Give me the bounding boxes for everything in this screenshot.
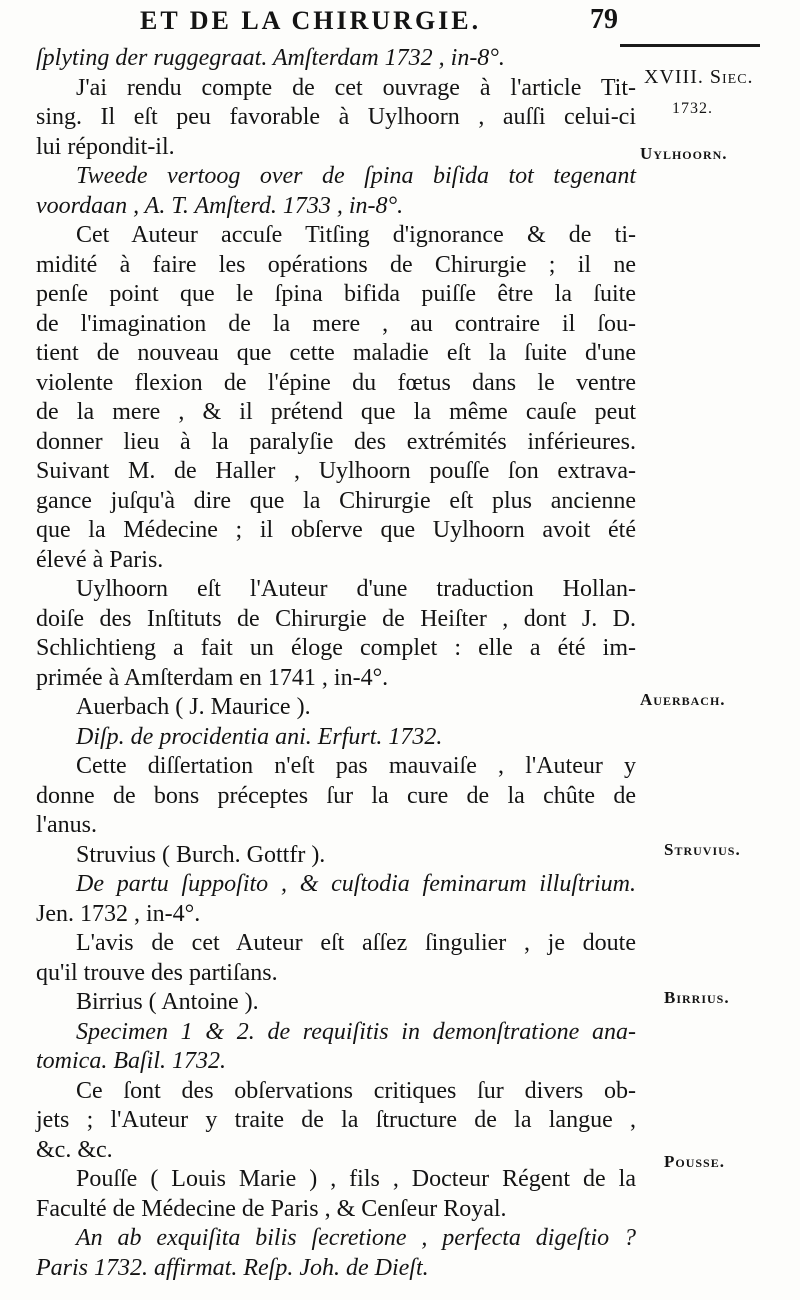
text-line: élevé à Paris.	[36, 546, 164, 573]
text-line: Specimen 1 & 2. de requiſitis in demonſtratione ana-	[76, 1018, 636, 1045]
text-line: de l'imagination de la mere , au contraire il ſou-	[36, 310, 636, 337]
text-line: Struvius ( Burch. Gottfr ).	[76, 841, 326, 868]
text-line: penſe point que le ſpina bifida puiſſe être la ſuite	[36, 281, 636, 307]
text-line: violente flexion de l'épine du fœtus dans le ventre	[36, 369, 636, 396]
body-text	[36, 44, 636, 1283]
text-line: Diſp. de procidentia ani. Erfurt. 1732.	[76, 723, 443, 750]
text-line: jets ; l'Auteur y traite de la ſtructure de la langue ,	[36, 1107, 636, 1133]
text-line: Jen. 1732 , in-4°.	[36, 900, 201, 927]
running-head: ET DE LA CHIRURGIE.	[140, 6, 482, 35]
text-line: Pouſſe ( Louis Marie ) , fils , Docteur Régent de la	[76, 1166, 636, 1192]
text-line: de la mere , & il prétend que la même cauſe peut	[36, 399, 636, 425]
text-line: sing. Il eſt peu favorable à Uylhoorn , auſſi celui-ci	[36, 104, 636, 130]
text-line: An ab exquiſita bilis ſecretione , perfecta digeſtio ?	[76, 1225, 636, 1251]
header-rule	[620, 44, 760, 47]
text-line: &c. &c.	[36, 1136, 113, 1163]
text-line: qu'il trouve des partiſans.	[36, 959, 278, 986]
text-line: Cette diſſertation n'eſt pas mauvaiſe , l'Auteur y	[76, 753, 636, 779]
text-line: que la Médecine ; il obſerve que Uylhoorn avoit été	[36, 517, 636, 543]
margin-note-year: 1732.	[672, 100, 713, 117]
text-line: lui répondit-il.	[36, 133, 175, 160]
text-line: Cet Auteur accuſe Titſing d'ignorance & de ti-	[76, 222, 636, 248]
text-line: Schlichtieng a fait un éloge complet : elle a été im-	[36, 635, 636, 661]
text-line: doiſe des Inſtituts de Chirurgie de Heiſter , dont J. D.	[36, 605, 636, 632]
text-line: donne de bons préceptes ſur la cure de la chûte de	[36, 782, 636, 809]
text-line: Tweede vertoog over de ſpina biſida tot tegenant	[76, 163, 636, 189]
text-line: primée à Amſterdam en 1741 , in-4°.	[36, 664, 389, 691]
text-line: voordaan , A. T. Amſterd. 1733 , in-8°.	[36, 192, 404, 219]
margin-note-century: XVIII. Siec.	[644, 66, 754, 88]
text-line: Ce ſont des obſervations critiques ſur divers ob-	[76, 1077, 636, 1104]
text-line: De partu ſuppoſito , & cuſtodia feminarum illuſtrium.	[76, 871, 636, 897]
text-line: Auerbach ( J. Maurice ).	[76, 694, 311, 720]
text-line: J'ai rendu compte de cet ouvrage à l'article Tit-	[76, 74, 636, 101]
margin-note-pousse: Pousse.	[664, 1152, 725, 1171]
text-line: Paris 1732. affirmat. Reſp. Joh. de Dieſt.	[36, 1254, 429, 1281]
text-line: midité à faire les opérations de Chirurgie ; il ne	[36, 251, 636, 278]
text-line: tient de nouveau que cette maladie eſt la ſuite d'une	[36, 340, 636, 366]
margin-note-uylhoorn: Uylhoorn.	[640, 144, 728, 163]
text-line: Birrius ( Antoine ).	[76, 989, 259, 1015]
margin-note-struvius: Struvius.	[664, 840, 741, 859]
text-line: gance juſqu'à dire que la Chirurgie eſt plus ancienne	[36, 487, 636, 514]
text-line: Faculté de Médecine de Paris , & Cenſeur Royal.	[36, 1195, 507, 1222]
margin-note-birrius: Birrius.	[664, 988, 730, 1007]
text-line: L'avis de cet Auteur eſt aſſez ſingulier , je doute	[76, 930, 636, 956]
margin-note-auerbach: Auerbach.	[640, 690, 726, 709]
text-line: Suivant M. de Haller , Uylhoorn pouſſe ſon extrava-	[36, 458, 636, 484]
text-line: Uylhoorn eſt l'Auteur d'une traduction Hollan-	[76, 576, 636, 602]
text-line: donner lieu à la paralyſie des extrémités inférieures.	[36, 428, 636, 455]
text-line: l'anus.	[36, 812, 97, 838]
page-number: 79	[590, 4, 618, 35]
text-line: ſplyting der ruggegraat. Amſterdam 1732 , in-8°.	[36, 45, 505, 71]
text-line: tomica. Baſil. 1732.	[36, 1048, 226, 1074]
